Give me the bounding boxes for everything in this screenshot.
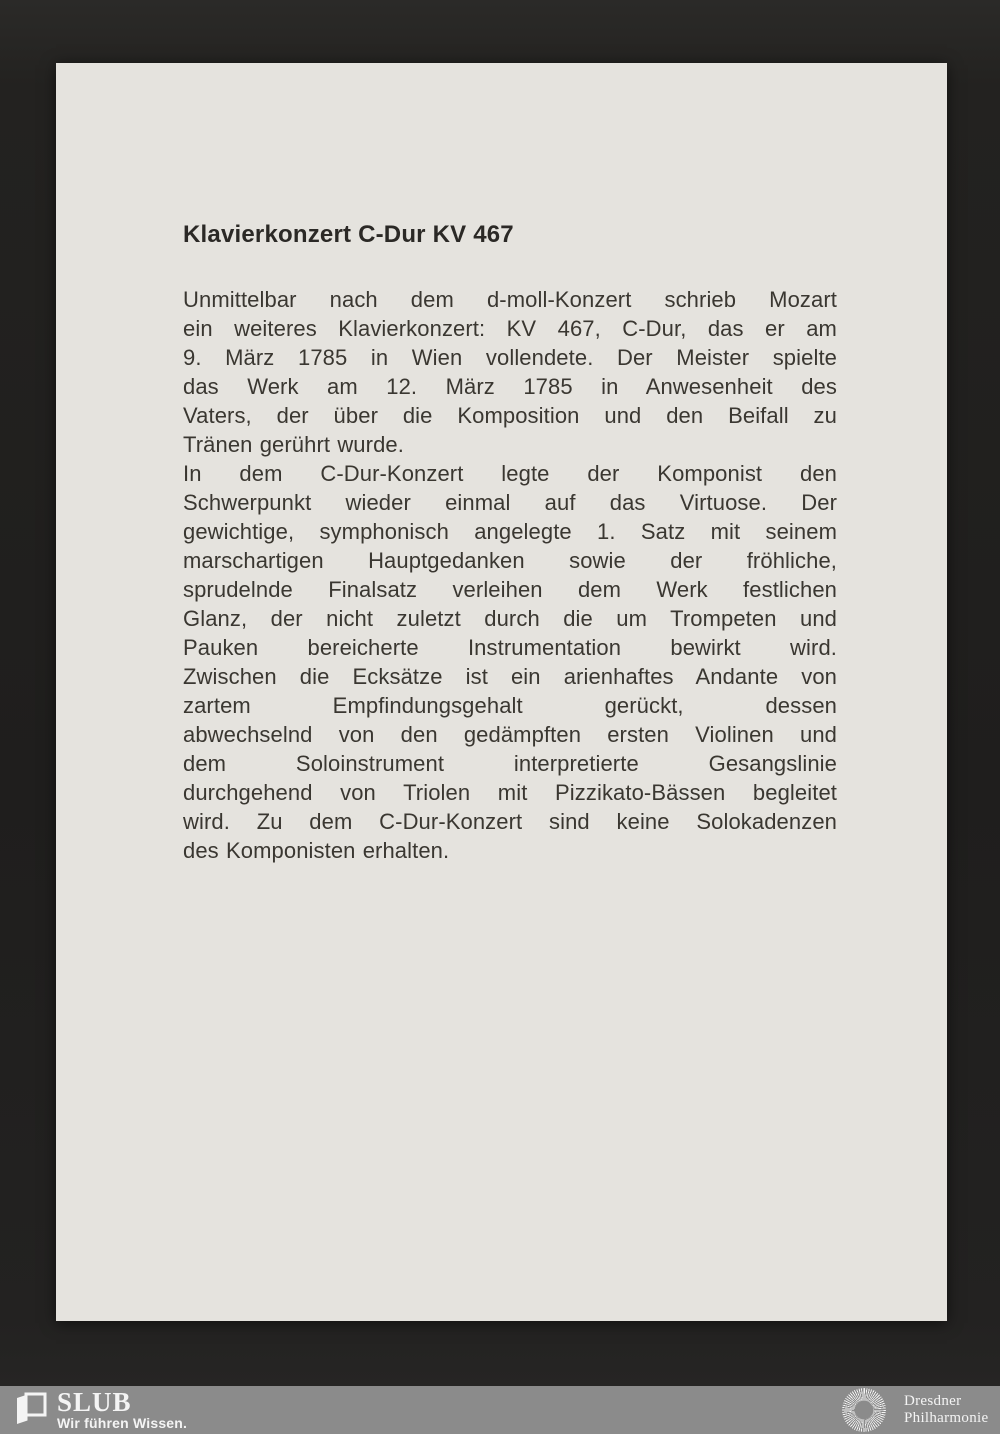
slub-book-icon [15, 1392, 47, 1431]
text-line: Unmittelbar nach dem d-moll-Konzert schrieb Mozart [183, 287, 837, 312]
document-text-block [183, 222, 837, 865]
document-title: Klavierkonzert C-Dur KV 467 [183, 221, 514, 248]
scanned-document-page [56, 63, 947, 1321]
slub-wordmark: SLUB [57, 1387, 132, 1417]
text-line: gewichtige, symphonisch angelegte 1. Satz mit seinem [183, 519, 837, 544]
text-line: sprudelnde Finalsatz verleihen dem Werk festlichen [183, 577, 837, 602]
paragraph-2 [183, 459, 837, 865]
text-line: Tränen gerührt wurde. [183, 432, 404, 457]
text-line: dem Soloinstrument interpretierte Gesangslinie [183, 751, 837, 776]
slub-logo[interactable] [15, 1389, 187, 1431]
text-line: 9. März 1785 in Wien vollendete. Der Meister spielte [183, 345, 837, 370]
philharmonie-name-line2: Philharmonie [904, 1410, 989, 1426]
text-line: Pauken bereicherte Instrumentation bewirkt wird. [183, 635, 837, 660]
dresdner-philharmonie-logo[interactable] [842, 1388, 988, 1432]
starburst-icon [842, 1388, 886, 1432]
text-line: Vaters, der über die Komposition und den Beifall zu [183, 403, 837, 428]
text-line: wird. Zu dem C-Dur-Konzert sind keine Solokadenzen [183, 809, 837, 834]
text-line: durchgehend von Triolen mit Pizzikato-Bässen begleitet [183, 780, 837, 805]
footer-bar [0, 1386, 1000, 1434]
text-line: In dem C-Dur-Konzert legte der Komponist den [183, 461, 837, 486]
text-line: des Komponisten erhalten. [183, 838, 450, 863]
philharmonie-name-line1: Dresdner [904, 1393, 962, 1409]
text-line: Schwerpunkt wieder einmal auf das Virtuose. Der [183, 490, 837, 515]
text-line: marschartigen Hauptgedanken sowie der fröhliche, [183, 548, 837, 573]
text-line: das Werk am 12. März 1785 in Anwesenheit des [183, 374, 837, 399]
text-line: zartem Empfindungsgehalt gerückt, dessen [183, 693, 837, 718]
text-line: Glanz, der nicht zuletzt durch die um Trompeten und [183, 606, 837, 631]
text-line: Zwischen die Ecksätze ist ein arienhaftes Andante von [183, 664, 837, 689]
paragraph-1 [183, 285, 837, 459]
text-line: abwechselnd von den gedämpften ersten Violinen und [183, 722, 837, 747]
text-line: ein weiteres Klavierkonzert: KV 467, C-Dur, das er am [183, 316, 837, 341]
slub-tagline: Wir führen Wissen. [57, 1415, 188, 1431]
